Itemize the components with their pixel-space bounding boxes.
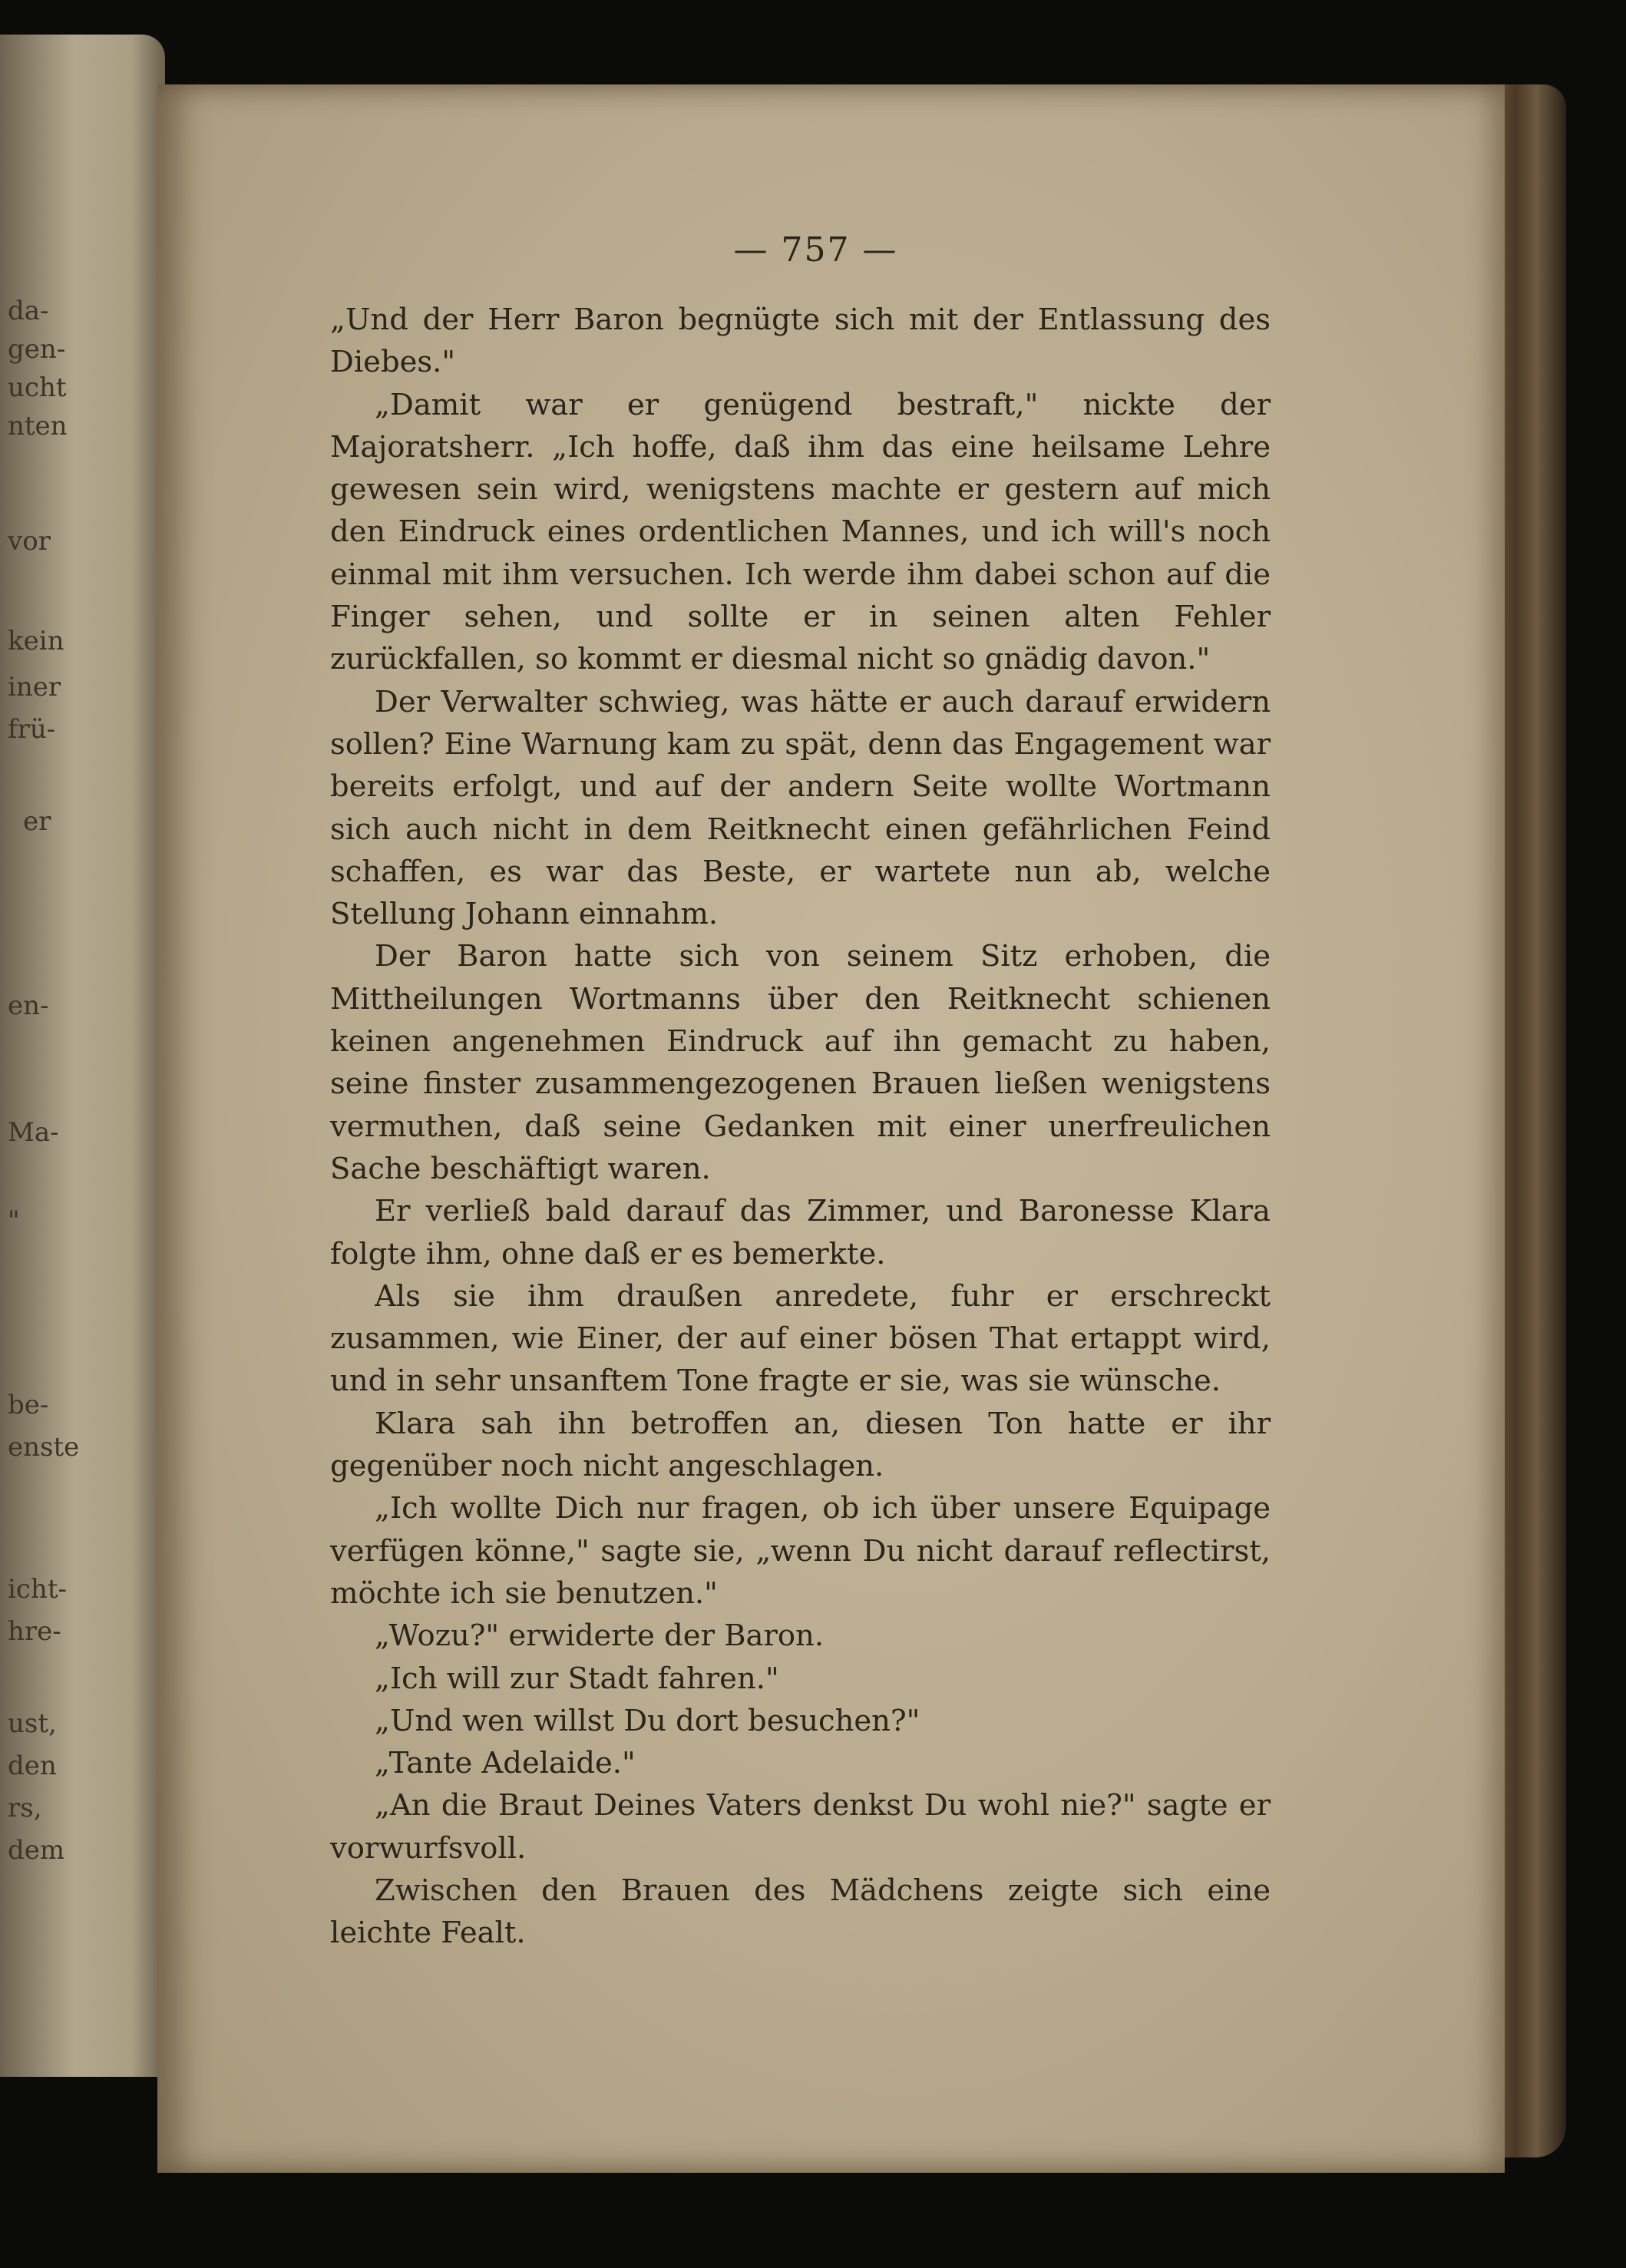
page-number: — 757 — [733,230,898,269]
left-margin-fragment: kein [8,626,64,656]
left-page-edge [0,35,165,2077]
left-margin-fragment: " [8,1205,20,1236]
left-margin-fragment: en- [8,990,49,1021]
paragraph-3: Der Verwalter schwieg, was hätte er auch darauf erwidern sollen? Eine Warnung kam zu spät, denn das Engagement war bereits erfolgt, und auf der andern Seite wollte Wortmann sich auch nicht in dem Reitknecht einen gefährlichen Feind schaffen, es war das Beste, er wartete nun ab, welche Stellung Johann einnahm. [330,684,1271,932]
left-margin-fragment: frü- [8,714,56,745]
left-margin-fragment: ust, [8,1708,57,1739]
paragraph-1: „Und der Herr Baron begnügte sich mit der Entlassung des Diebes." [330,303,1271,380]
left-margin-fragment: rs, [8,1793,42,1823]
left-margin-fragment: enste [8,1432,80,1463]
left-margin-fragment: hre- [8,1616,61,1647]
left-margin-fragment: da- [8,296,49,326]
left-margin-fragment: nten [8,411,68,441]
paragraph-12: „Tante Adelaide." [375,1746,636,1781]
left-margin-fragment: ucht [8,372,67,403]
left-margin-fragment: iner [8,672,61,703]
left-margin-fragment: dem [8,1835,65,1866]
paragraph-14: Zwischen den Brauen des Mädchens zeigte sich eine leichte Fealt. [330,1873,1271,1951]
left-margin-fragment: gen- [8,334,66,365]
paragraph-2: „Damit war er genügend bestraft," nickte der Majoratsherr. „Ich hoffe, daß ihm das eine heilsame Lehre gewesen sein wird, wenigstens machte er gestern auf mich den Eindruck eines ordentlichen Mannes, und ich will's noch einmal mit ihm versuchen. Ich werde ihm dabei schon auf die Finger sehen, und sollte er in seinen alten Fehler zurückfallen, so kommt er diesmal nicht so gnädig davon." [330,387,1271,677]
left-margin-fragment: er [23,806,51,837]
paragraph-10: „Ich will zur Stadt fahren." [375,1661,779,1696]
paragraph-7: Klara sah ihn betroffen an, diesen Ton hatte er ihr gegenüber noch nicht angeschlagen. [330,1406,1271,1484]
left-margin-fragment: Ma- [8,1117,59,1148]
paragraph-6: Als sie ihm draußen anredete, fuhr er erschreckt zusammen, wie Einer, der auf einer bösen That ertappt wird, und in sehr unsanftem Tone fragte er sie, was sie wünsche. [330,1278,1271,1399]
left-margin-fragment: icht- [8,1574,67,1605]
paragraph-4: Der Baron hatte sich von seinem Sitz erhoben, die Mittheilungen Wortmanns über den Reitknecht schienen keinen angenehmen Eindruck auf ihn gemacht zu haben, seine finster zusammengezogenen Brauen ließen wenigstens vermuthen, daß seine Gedanken mit einer unerfreulichen Sache beschäftigt waren. [330,939,1271,1186]
paragraph-9: „Wozu?" erwiderte der Baron. [375,1618,825,1654]
left-margin-fragment: be- [8,1390,49,1420]
left-margin-fragment: vor [8,526,51,557]
paragraph-5: Er verließ bald darauf das Zimmer, und Baronesse Klara folgte ihm, ohne daß er es bemerkte. [330,1194,1271,1271]
paragraph-13: „An die Braut Deines Vaters denkst Du wohl nie?" sagte er vorwurfsvoll. [330,1788,1271,1866]
paragraph-11: „Und wen willst Du dort besuchen?" [375,1703,920,1738]
left-margin-fragment: den [8,1751,57,1781]
page-text-block [330,230,1271,1955]
paragraph-8: „Ich wollte Dich nur fragen, ob ich über unsere Equipage verfügen könne," sagte sie, „wenn Du nicht darauf reflectirst, möchte ich sie benutzen." [330,1491,1271,1611]
